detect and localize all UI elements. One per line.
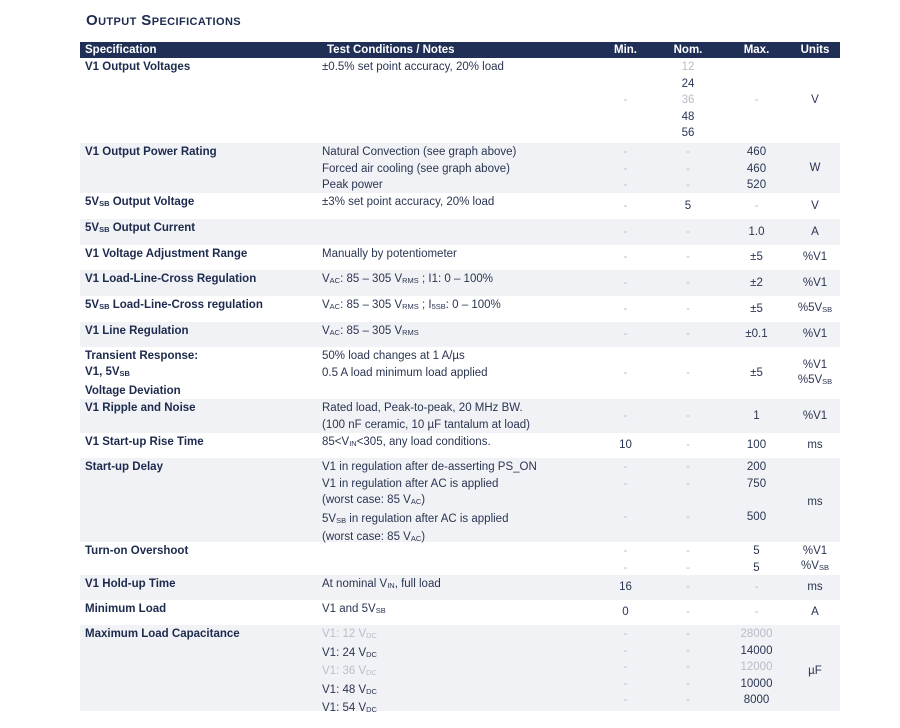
max-value: 100 xyxy=(746,439,767,452)
nom-value: - xyxy=(686,302,690,315)
cond-subscript: SB xyxy=(375,606,386,615)
max-value: ±5 xyxy=(750,302,763,315)
max-value: - xyxy=(754,606,759,619)
min-value: - xyxy=(623,694,628,707)
units-value: %V1 xyxy=(802,276,828,289)
max-values xyxy=(723,458,790,548)
spec-name: V1 Output Voltages xyxy=(85,61,191,73)
condition-line: Peak power xyxy=(322,179,383,192)
min-value: - xyxy=(623,146,628,158)
spec-text: Transient Response: xyxy=(85,350,199,362)
nom-value: 24 xyxy=(681,77,695,90)
min-values xyxy=(598,458,653,548)
min-value: - xyxy=(623,366,628,379)
spec-name: V1 Hold-up Time xyxy=(85,578,176,590)
cond-subscript: RMS xyxy=(402,302,419,311)
min-values xyxy=(598,542,653,576)
cond-text: (worst case: 85 V xyxy=(322,531,411,544)
condition-line: Rated load, Peak-to-peak, 20 MHz BW. xyxy=(322,402,523,414)
cond-text: : 85 – 305 V xyxy=(340,325,403,337)
max-values xyxy=(723,542,790,576)
min-value: - xyxy=(623,561,628,574)
min-value: - xyxy=(623,677,628,690)
table-row xyxy=(80,542,840,575)
cond-text: , full load xyxy=(394,578,441,590)
nom-values xyxy=(653,143,723,194)
max-value: - xyxy=(754,94,759,107)
max-value: 14000 xyxy=(740,644,773,657)
table-row xyxy=(80,575,840,600)
units-value: W xyxy=(809,161,821,174)
table-row xyxy=(80,399,840,433)
cond-text: 85<V xyxy=(322,436,350,448)
max-value: - xyxy=(754,581,759,594)
min-value: - xyxy=(623,477,628,490)
cond-text: (worst case: 85 V xyxy=(322,494,411,507)
condition-line: Forced air cooling (see graph above) xyxy=(322,162,510,175)
spec-text: Load-Line-Cross regulation xyxy=(109,299,263,311)
header-min: Min. xyxy=(614,44,637,56)
units-value: A xyxy=(811,606,819,618)
nom-value: - xyxy=(686,581,690,594)
nom-value: - xyxy=(686,225,690,238)
units-value: ms xyxy=(807,581,823,593)
test-conditions xyxy=(322,58,598,143)
max-value: - xyxy=(754,199,759,212)
cond-subscript: IN xyxy=(349,439,357,448)
cond-text: At nominal V xyxy=(322,578,388,590)
table-header xyxy=(80,42,840,58)
min-value: - xyxy=(623,628,628,640)
units-text: %5V xyxy=(797,373,823,386)
cond-text: V1 and 5V xyxy=(322,603,376,615)
cond-text: <305, any load conditions. xyxy=(356,436,491,448)
cond-text: ) xyxy=(421,494,426,507)
min-value: - xyxy=(623,661,628,674)
cond-subscript: DC xyxy=(366,705,377,715)
spec-name: V1 Ripple and Noise xyxy=(85,402,196,414)
table-row xyxy=(80,270,840,296)
table-row xyxy=(80,245,840,270)
table-row xyxy=(80,322,840,347)
nom-value: - xyxy=(686,328,690,341)
units-value xyxy=(790,296,840,322)
min-value: - xyxy=(623,510,628,523)
test-conditions xyxy=(322,575,598,600)
test-conditions xyxy=(322,347,598,399)
header-specification: Specification xyxy=(85,44,157,56)
cond-text: : 0 – 100% xyxy=(445,299,501,311)
spec-subscript: SB xyxy=(119,369,130,379)
condition-line: Natural Convection (see graph above) xyxy=(322,146,517,158)
table-row xyxy=(80,347,840,399)
nom-values xyxy=(653,625,723,719)
min-value: - xyxy=(623,199,628,212)
units-value: %V1 xyxy=(802,251,828,263)
cond-subscript: DC xyxy=(366,631,377,640)
spec-name: V1 Voltage Adjustment Range xyxy=(85,248,248,260)
condition-line: 50% load changes at 1 A/µs xyxy=(322,350,465,362)
min-value: - xyxy=(623,302,628,315)
cond-subscript: AC xyxy=(410,497,422,507)
table-row xyxy=(80,296,840,322)
cond-text: in regulation after AC is applied xyxy=(346,512,509,525)
nom-values xyxy=(653,58,723,143)
cond-text: ) xyxy=(421,531,426,544)
spec-name xyxy=(80,193,322,219)
test-conditions: Manually by potentiometer xyxy=(322,248,457,260)
spec-name: V1 Line Regulation xyxy=(85,325,189,337)
condition-line: (100 nF ceramic, 10 µF tantalum at load) xyxy=(322,418,530,431)
min-value: - xyxy=(623,328,628,341)
max-value: 1.0 xyxy=(748,225,765,238)
min-values xyxy=(598,143,653,194)
min-values xyxy=(598,625,653,719)
cond-subscript: AC xyxy=(329,328,341,337)
page-title: Output Specifications xyxy=(86,12,242,29)
cond-subscript: IN xyxy=(387,581,395,590)
nom-value: 56 xyxy=(681,127,695,140)
nom-value: - xyxy=(686,628,690,640)
condition-line: V1 in regulation after AC is applied xyxy=(322,477,499,490)
units-value: %V1 xyxy=(802,328,828,340)
table-row xyxy=(80,219,840,245)
min-value: - xyxy=(623,409,628,422)
spec-name xyxy=(80,219,322,245)
test-conditions xyxy=(322,143,598,194)
max-value: ±2 xyxy=(750,276,763,289)
max-value: 12000 xyxy=(740,661,773,674)
max-value: ±5 xyxy=(750,366,763,379)
cond-text: : 85 – 305 V xyxy=(340,273,403,285)
cond-text: ; I xyxy=(418,299,432,311)
min-value: 0 xyxy=(622,606,629,619)
nom-value: 48 xyxy=(681,110,695,123)
nom-value: 12 xyxy=(681,61,695,73)
min-value: - xyxy=(623,251,628,264)
cond-subscript: DC xyxy=(366,668,377,678)
spec-text: 5V xyxy=(85,196,100,208)
spec-text: 5V xyxy=(85,299,100,311)
table-row xyxy=(80,625,840,715)
nom-value: - xyxy=(686,276,690,289)
spec-subscript: SB xyxy=(99,302,110,311)
max-value: 28000 xyxy=(740,628,773,640)
table-row xyxy=(80,458,840,542)
cond-text: V1: 12 V xyxy=(322,628,367,640)
min-value: 16 xyxy=(619,581,632,594)
cond-subscript: DC xyxy=(366,686,377,696)
units-value: µF xyxy=(808,665,822,678)
spec-text: 5V xyxy=(85,222,100,234)
units-value: V xyxy=(811,199,819,212)
cond-subscript: AC xyxy=(329,276,341,285)
output-specifications-table xyxy=(80,42,840,715)
test-conditions xyxy=(322,399,598,433)
condition-line: 0.5 A load minimum load applied xyxy=(322,366,488,379)
max-value: 8000 xyxy=(743,694,770,707)
min-value: - xyxy=(623,545,628,557)
nom-value: - xyxy=(686,162,690,175)
units-subscript: SB xyxy=(818,562,829,572)
test-conditions xyxy=(322,322,598,347)
units-text: %V xyxy=(801,559,819,572)
max-value: ±0.1 xyxy=(745,328,768,341)
spec-name: Minimum Load xyxy=(85,603,167,615)
cond-text: V xyxy=(322,299,330,311)
cond-subscript: DC xyxy=(366,649,377,659)
spec-name xyxy=(80,296,322,322)
max-values xyxy=(723,625,790,719)
cond-text: ; I1: 0 – 100% xyxy=(418,273,493,285)
spec-text: V1, 5V xyxy=(85,366,120,379)
header-max: Max. xyxy=(743,44,770,56)
condition-line: V1 in regulation after de-asserting PS_ON xyxy=(322,461,537,473)
test-conditions xyxy=(322,600,598,625)
units-subscript: SB xyxy=(822,305,833,314)
max-value: 5 xyxy=(753,561,760,574)
header-nom: Nom. xyxy=(673,44,703,56)
units-value: %V1 xyxy=(802,409,828,422)
spec-subscript: SB xyxy=(99,225,110,234)
min-value: - xyxy=(623,162,628,175)
test-conditions xyxy=(322,296,598,322)
test-conditions xyxy=(322,625,598,719)
test-conditions xyxy=(322,219,598,245)
cond-text: : 85 – 305 V xyxy=(340,299,403,311)
nom-value: - xyxy=(686,366,690,379)
cond-subscript: RMS xyxy=(402,328,419,337)
min-value: 10 xyxy=(619,439,632,452)
nom-value: - xyxy=(686,561,690,574)
nom-value: - xyxy=(686,409,690,422)
nom-value: - xyxy=(686,179,690,192)
max-value: 750 xyxy=(746,477,767,490)
cond-subscript: AC xyxy=(410,534,422,544)
units-text: %5V xyxy=(797,302,823,314)
spec-name xyxy=(80,347,322,399)
spec-name: V1 Output Power Rating xyxy=(85,146,217,158)
test-conditions xyxy=(322,433,598,458)
table-row xyxy=(80,433,840,458)
max-value: 1 xyxy=(753,409,760,422)
max-value: 10000 xyxy=(740,677,773,690)
min-value: - xyxy=(623,461,628,473)
nom-value: - xyxy=(686,461,690,473)
nom-value: - xyxy=(686,661,690,674)
units-value: A xyxy=(811,225,819,238)
nom-value: 36 xyxy=(681,94,695,107)
cond-subscript: AC xyxy=(329,302,341,311)
nom-value: - xyxy=(686,677,690,690)
cond-text: V1: 54 V xyxy=(322,702,367,715)
cond-text: V xyxy=(322,325,330,337)
spec-subscript: SB xyxy=(99,199,110,208)
spec-name: Start-up Delay xyxy=(85,461,163,473)
table-row xyxy=(80,58,840,143)
max-values xyxy=(723,143,790,194)
spec-text: Voltage Deviation xyxy=(85,384,181,397)
units-value: ms xyxy=(807,439,823,451)
nom-values xyxy=(653,458,723,548)
nom-value: - xyxy=(686,694,690,707)
nom-value: - xyxy=(686,545,690,557)
max-value: 200 xyxy=(746,461,767,473)
nom-value: - xyxy=(686,251,690,264)
nom-value: - xyxy=(686,606,690,619)
spec-name: V1 Start-up Rise Time xyxy=(85,436,204,448)
spec-name: V1 Load-Line-Cross Regulation xyxy=(85,273,257,285)
units-subscript: SB xyxy=(822,376,833,386)
cond-text: V xyxy=(322,273,330,285)
spec-text: Output Voltage xyxy=(109,196,195,208)
units-values xyxy=(790,542,840,576)
cond-subscript: SB xyxy=(336,515,347,525)
cond-text: V1: 48 V xyxy=(322,683,367,696)
min-value: - xyxy=(623,94,628,107)
units-value: %V1 xyxy=(802,544,828,557)
units-value: %V1 xyxy=(802,358,828,371)
condition-line: ±0.5% set point accuracy, 20% load xyxy=(322,61,504,73)
test-conditions xyxy=(322,458,598,548)
nom-values xyxy=(653,542,723,576)
min-value: - xyxy=(623,225,628,238)
nom-value: - xyxy=(686,146,690,158)
cond-text: V1: 36 V xyxy=(322,665,367,678)
table-row xyxy=(80,193,840,219)
units-value: ms xyxy=(807,496,823,509)
nom-value: - xyxy=(686,439,690,452)
units-value: V xyxy=(811,94,819,106)
min-value: - xyxy=(623,179,628,192)
max-value: 500 xyxy=(746,510,767,523)
cond-text: V1: 24 V xyxy=(322,646,367,659)
min-value: - xyxy=(623,276,628,289)
nom-value: - xyxy=(686,510,690,523)
units-values xyxy=(790,347,840,399)
max-value: 5 xyxy=(753,545,760,557)
spec-name: Turn-on Overshoot xyxy=(85,545,189,557)
max-value: ±5 xyxy=(750,251,763,264)
header-test-conditions: Test Conditions / Notes xyxy=(327,44,455,56)
spec-name: Maximum Load Capacitance xyxy=(85,628,240,640)
nom-value: 5 xyxy=(684,199,692,212)
test-conditions xyxy=(322,270,598,296)
max-value: 460 xyxy=(746,146,767,158)
cond-subscript: RMS xyxy=(402,276,419,285)
table-row xyxy=(80,143,840,193)
table-row xyxy=(80,600,840,625)
header-units: Units xyxy=(800,44,830,56)
test-conditions xyxy=(322,542,598,576)
nom-value: - xyxy=(686,477,690,490)
max-value: 520 xyxy=(746,179,767,192)
cond-subscript: 5SB xyxy=(431,302,446,311)
test-conditions: ±3% set point accuracy, 20% load xyxy=(322,196,495,208)
cond-text: 5V xyxy=(322,512,337,525)
min-value: - xyxy=(623,644,628,657)
max-value: 460 xyxy=(746,162,767,175)
nom-value: - xyxy=(686,644,690,657)
spec-text: Output Current xyxy=(109,222,196,234)
